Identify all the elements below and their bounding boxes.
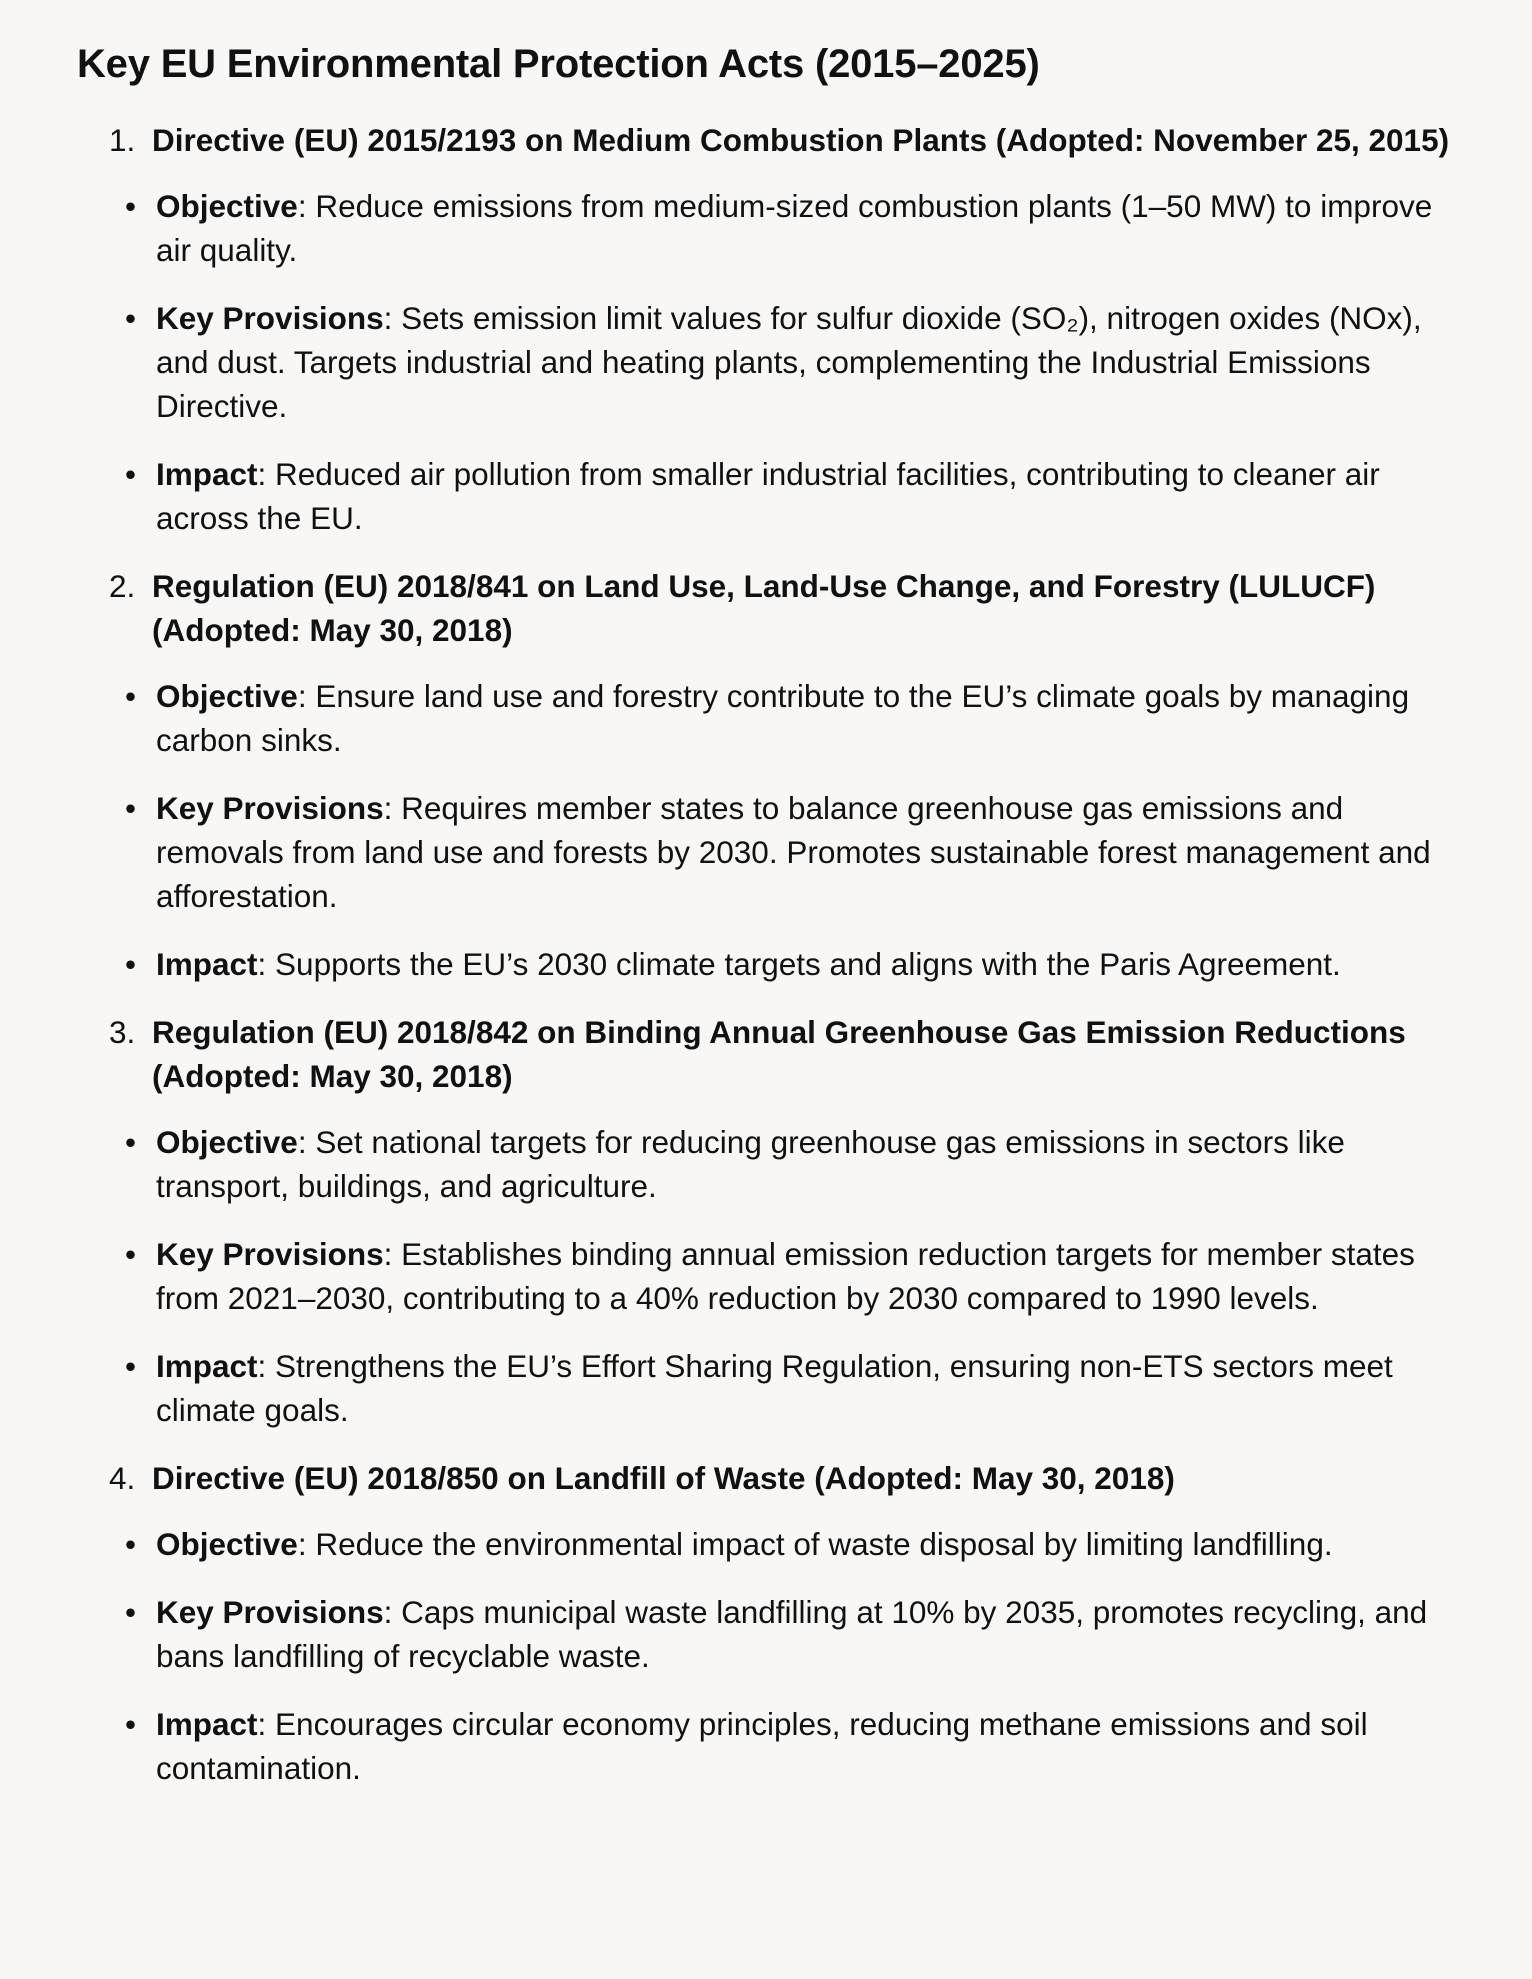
bullet-icon: • (125, 300, 137, 336)
point-label: Objective (156, 188, 298, 224)
acts-list (77, 118, 1452, 1790)
act-title: Directive (EU) 2018/850 on Landfill of Waste (Adopted: May 30, 2018) (152, 1460, 1175, 1496)
point-text: : Reduced air pollution from smaller industrial facilities, contributing to cleaner air across the EU. (156, 456, 1380, 536)
point-text: : Caps municipal waste landfilling at 10% by 2035, promotes recycling, and bans landfilling of recyclable waste. (156, 1594, 1428, 1674)
act-title: Regulation (EU) 2018/841 on Land Use, Land-Use Change, and Forestry (LULUCF) (Adopted: May 30, 2018) (152, 568, 1376, 648)
list-item (77, 184, 1452, 272)
act-title: Regulation (EU) 2018/842 on Binding Annual Greenhouse Gas Emission Reductions (Adopted: May 30, 2018) (152, 1014, 1406, 1094)
bullet-icon: • (125, 1348, 137, 1384)
point-label: Objective (156, 678, 298, 714)
bullet-icon: • (125, 1236, 137, 1272)
point-label: Impact (156, 1706, 258, 1742)
point-label: Impact (156, 946, 258, 982)
list-item (77, 942, 1452, 986)
act-item (77, 1456, 1452, 1790)
act-points (77, 184, 1452, 540)
bullet-icon: • (125, 1706, 137, 1742)
bullet-icon: • (125, 1526, 137, 1562)
act-points (77, 1522, 1452, 1790)
point-text: : Ensure land use and forestry contribute to the EU’s climate goals by managing carbon sinks. (156, 678, 1410, 758)
act-heading (77, 1456, 1452, 1500)
act-heading (77, 564, 1452, 652)
act-heading (77, 118, 1452, 162)
point-label: Objective (156, 1124, 298, 1160)
act-number: 4. (109, 1460, 136, 1496)
list-item (77, 786, 1452, 918)
act-title: Directive (EU) 2015/2193 on Medium Combustion Plants (Adopted: November 25, 2015) (152, 122, 1450, 158)
act-item (77, 564, 1452, 986)
list-item (77, 296, 1452, 428)
bullet-icon: • (125, 1124, 137, 1160)
bullet-icon: • (125, 678, 137, 714)
point-label: Impact (156, 456, 258, 492)
point-label: Objective (156, 1526, 298, 1562)
bullet-icon: • (125, 1594, 137, 1630)
list-item (77, 1120, 1452, 1208)
act-number: 3. (109, 1014, 136, 1050)
point-text: : Sets emission limit values for sulfur dioxide (SO₂), nitrogen oxides (NOx), and dust. Targets industrial and heating plants, complementing the Industrial Emissions Directive. (156, 300, 1422, 424)
list-item (77, 674, 1452, 762)
point-label: Key Provisions (156, 1594, 384, 1630)
bullet-icon: • (125, 946, 137, 982)
act-points (77, 1120, 1452, 1432)
point-text: : Establishes binding annual emission reduction targets for member states from 2021–2030, contributing to a 40% reduction by 2030 compared to 1990 levels. (156, 1236, 1415, 1316)
list-item (77, 452, 1452, 540)
bullet-icon: • (125, 188, 137, 224)
point-text: : Strengthens the EU’s Effort Sharing Regulation, ensuring non-ETS sectors meet climate goals. (156, 1348, 1393, 1428)
point-text: : Requires member states to balance greenhouse gas emissions and removals from land use and forests by 2030. Promotes sustainable forest management and afforestation. (156, 790, 1431, 914)
point-label: Key Provisions (156, 1236, 384, 1272)
act-number: 2. (109, 568, 136, 604)
point-label: Key Provisions (156, 300, 384, 336)
point-text: : Encourages circular economy principles, reducing methane emissions and soil contamination. (156, 1706, 1368, 1786)
list-item (77, 1344, 1452, 1432)
list-item (77, 1590, 1452, 1678)
point-text: : Reduce the environmental impact of waste disposal by limiting landfilling. (297, 1526, 1333, 1562)
act-number: 1. (109, 122, 136, 158)
act-item (77, 1010, 1452, 1432)
act-heading (77, 1010, 1452, 1098)
act-item (77, 118, 1452, 540)
point-label: Impact (156, 1348, 258, 1384)
point-label: Key Provisions (156, 790, 384, 826)
point-text: : Set national targets for reducing greenhouse gas emissions in sectors like transport, buildings, and agriculture. (156, 1124, 1345, 1204)
point-text: : Supports the EU’s 2030 climate targets and aligns with the Paris Agreement. (257, 946, 1341, 982)
page-title: Key EU Environmental Protection Acts (2015–2025) (77, 42, 1040, 86)
list-item (77, 1522, 1452, 1566)
act-points (77, 674, 1452, 986)
point-text: : Reduce emissions from medium-sized combustion plants (1–50 MW) to improve air quality. (156, 188, 1433, 268)
list-item (77, 1232, 1452, 1320)
list-item (77, 1702, 1452, 1790)
bullet-icon: • (125, 456, 137, 492)
bullet-icon: • (125, 790, 137, 826)
